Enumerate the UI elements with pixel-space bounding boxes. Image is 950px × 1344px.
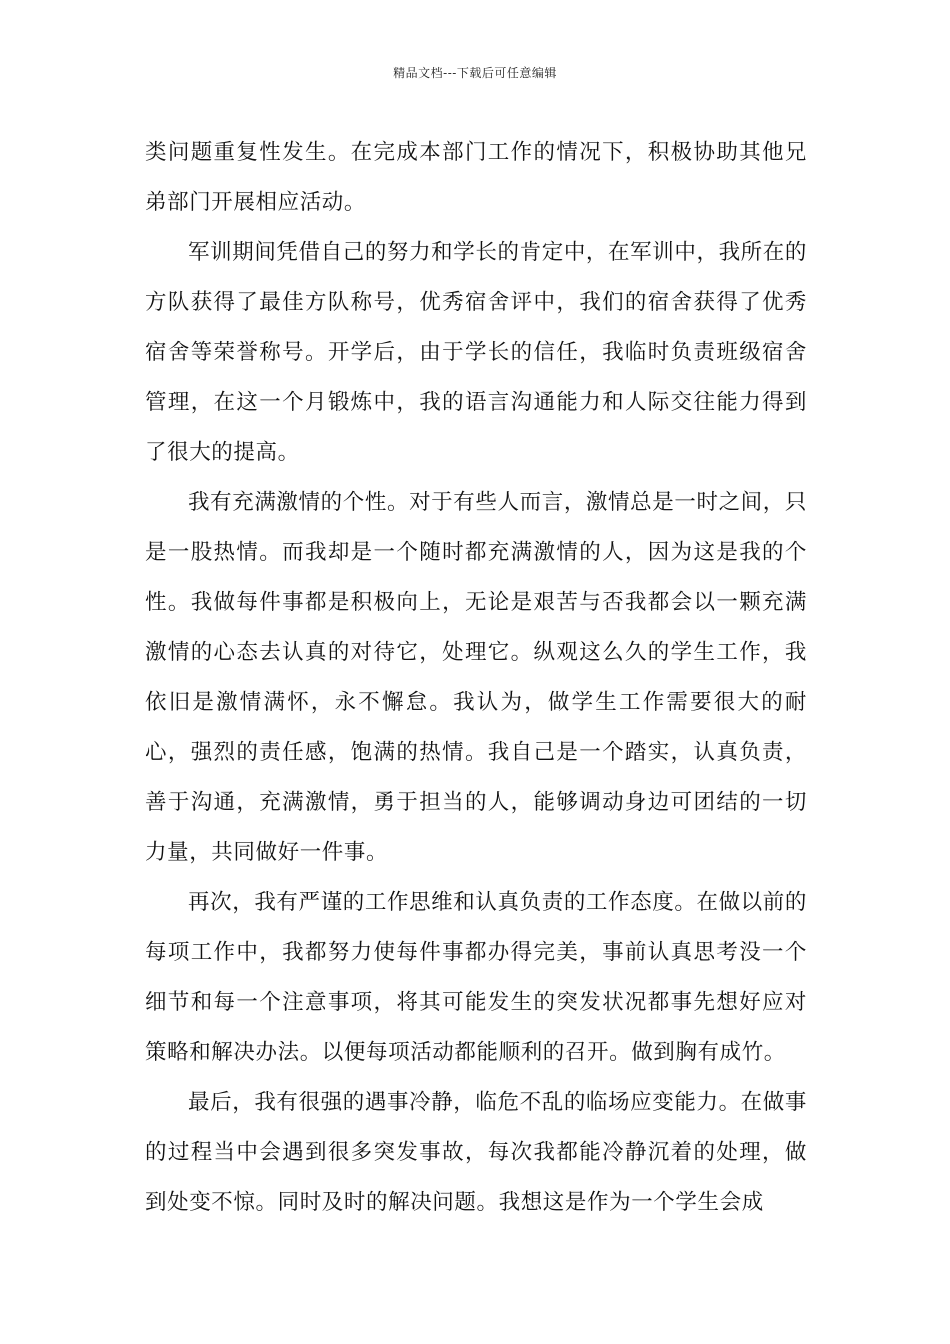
paragraph-composure: 最后，我有很强的遇事冷静，临危不乱的临场应变能力。在做事的过程当中会遇到很多突发事故，每次我都能冷静沉着的处理，做到处变不惊。同时及时的解决问题。我想这是作为一个学生会成 — [145, 1090, 807, 1215]
page-header: 精品文档---下载后可任意编辑 — [393, 66, 557, 80]
paragraph-passion: 我有充满激情的个性。对于有些人而言，激情总是一时之间，只是一股热情。而我却是一个随时都充满激情的人，因为这是我的个性。我做每件事都是积极向上，无论是艰苦与否我都会以一颗充满激情的心态去认真的对待它，处理它。纵观这么久的学生工作，我依旧是激情满怀，永不懈怠。我认为，做学生工作需要很大的耐心，强烈的责任感，饱满的热情。我自己是一个踏实，认真负责，善于沟通，充满激情，勇于担当的人，能够调动身边可团结的一切力量，共同做好一件事。 — [145, 490, 807, 865]
paragraph-continuation: 类问题重复性发生。在完成本部门工作的情况下，积极协助其他兄弟部门开展相应活动。 — [145, 140, 807, 215]
paragraph-military-training: 军训期间凭借自己的努力和学长的肯定中，在军训中，我所在的方队获得了最佳方队称号，优秀宿舍评中，我们的宿舍获得了优秀宿舍等荣誉称号。开学后，由于学长的信任，我临时负责班级宿舍管理，在这一个月锻炼中，我的语言沟通能力和人际交往能力得到了很大的提高。 — [145, 240, 807, 465]
paragraph-rigorous-work: 再次，我有严谨的工作思维和认真负责的工作态度。在做以前的每项工作中，我都努力使每件事都办得完美，事前认真思考没一个细节和每一个注意事项，将其可能发生的突发状况都事先想好应对策略和解决办法。以便每项活动都能顺利的召开。做到胸有成竹。 — [145, 890, 807, 1065]
document-body — [145, 128, 807, 1228]
